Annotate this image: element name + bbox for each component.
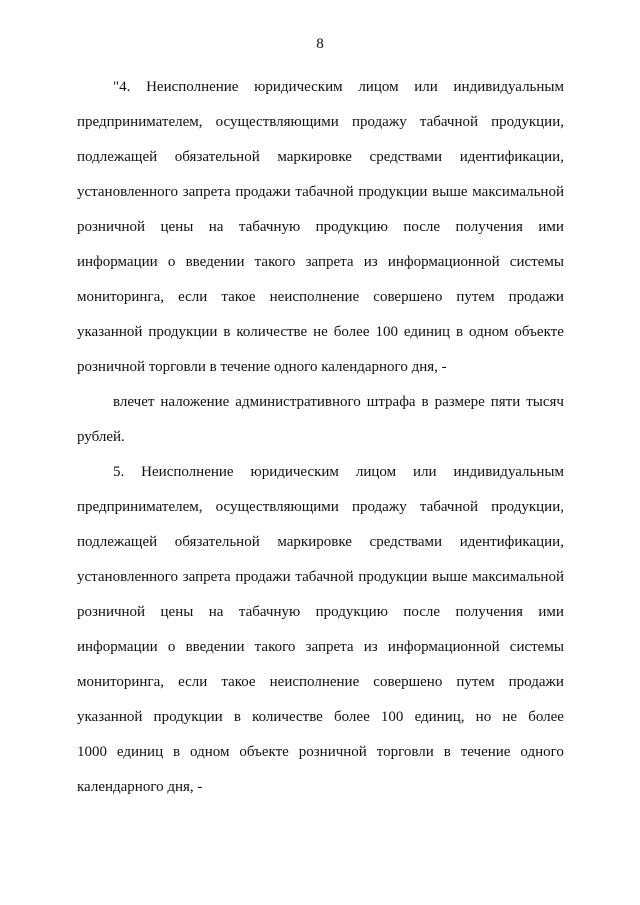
word: такое	[221, 674, 256, 690]
word: более	[334, 709, 370, 725]
text-line: рублей.	[77, 429, 125, 445]
word: установленного	[77, 569, 178, 585]
word: ими	[538, 219, 564, 235]
word: более	[333, 324, 370, 340]
word: единиц	[403, 324, 451, 340]
text-line	[77, 707, 564, 727]
text-line	[77, 112, 564, 132]
word: единиц,	[414, 709, 465, 725]
word: после	[403, 604, 441, 620]
word: не	[313, 324, 328, 340]
word: одном	[469, 324, 509, 340]
word: подлежащей	[77, 149, 158, 165]
word: продукции	[358, 569, 428, 585]
word: такого	[254, 639, 296, 655]
word: Неисполнение	[141, 464, 234, 480]
text-line: розничной торговли в течение одного календарного дня, -	[77, 359, 447, 375]
word: получения	[455, 604, 523, 620]
word: если	[178, 674, 208, 690]
word: тысяч	[526, 394, 564, 410]
word: предпринимателем,	[77, 499, 203, 515]
word: системы	[509, 639, 564, 655]
word: количестве	[236, 324, 308, 340]
word: указанной	[77, 709, 143, 725]
word: в	[233, 709, 241, 725]
text-line	[77, 147, 564, 167]
word: средствами	[369, 534, 443, 550]
text-line	[77, 567, 564, 587]
word: из	[363, 639, 378, 655]
word: единиц	[116, 744, 164, 760]
word: количестве	[252, 709, 323, 725]
word: введении	[185, 254, 245, 270]
word: юридическим	[250, 464, 339, 480]
word: штрафа	[366, 394, 416, 410]
text-line	[77, 497, 564, 517]
page-number: 8	[316, 36, 324, 52]
paragraph-5	[77, 462, 564, 797]
text-line	[77, 602, 564, 622]
word: на	[208, 604, 224, 620]
word: информационной	[387, 254, 500, 270]
word: мониторинга,	[77, 674, 165, 690]
word: Неисполнение	[146, 79, 239, 95]
word: такого	[254, 254, 296, 270]
text-line	[77, 182, 564, 202]
word: запрета	[305, 254, 354, 270]
word: обязательной	[174, 534, 260, 550]
word: продажи	[508, 289, 564, 305]
word: продажи	[235, 569, 291, 585]
word: указанной	[77, 324, 143, 340]
word: не	[502, 709, 518, 725]
word: маркировке	[277, 149, 352, 165]
word: индивидуальным	[453, 464, 564, 480]
text-line	[77, 462, 564, 482]
word: юридическим	[254, 79, 343, 95]
word: лицом	[355, 464, 397, 480]
penalty-4	[77, 392, 564, 447]
word: табачной	[295, 184, 354, 200]
word: из	[363, 254, 378, 270]
word: индивидуальным	[453, 79, 564, 95]
word: максимальной	[472, 184, 564, 200]
word: 100	[375, 324, 398, 340]
word: розничной	[77, 219, 146, 235]
word: одного	[520, 744, 564, 760]
word: продукцию	[315, 219, 388, 235]
word: в	[223, 324, 231, 340]
text-line	[77, 637, 564, 657]
word: неисполнение	[269, 289, 360, 305]
word: наложение	[160, 394, 230, 410]
word: предпринимателем,	[77, 114, 203, 130]
word: продукции	[358, 184, 428, 200]
word: в	[443, 744, 451, 760]
word: продукции,	[491, 499, 564, 515]
word: продажу	[351, 114, 407, 130]
word: табачной	[419, 114, 479, 130]
word: обязательной	[174, 149, 260, 165]
word: влечет	[113, 394, 155, 410]
word: запрета	[305, 639, 354, 655]
word: мониторинга,	[77, 289, 165, 305]
word: или	[414, 79, 438, 95]
word: продукцию	[315, 604, 388, 620]
word: на	[208, 219, 224, 235]
word: но	[475, 709, 492, 725]
word: установленного	[77, 184, 178, 200]
word: розничной	[77, 604, 146, 620]
word: продажи	[235, 184, 291, 200]
word: выше	[432, 184, 468, 200]
word: системы	[509, 254, 564, 270]
word: продукции,	[491, 114, 564, 130]
word: совершено	[373, 674, 443, 690]
word: объекте	[239, 744, 289, 760]
word: совершено	[373, 289, 443, 305]
word: продажи	[508, 674, 564, 690]
word: лицом	[358, 79, 399, 95]
word: информации	[77, 639, 158, 655]
word: такое	[221, 289, 256, 305]
word: административного	[235, 394, 361, 410]
text-line	[77, 742, 564, 762]
word: цены	[160, 604, 194, 620]
word: неисполнение	[269, 674, 360, 690]
word: в	[173, 744, 181, 760]
word: более	[528, 709, 564, 725]
word: маркировке	[277, 534, 352, 550]
word: запрета	[182, 184, 231, 200]
word: одном	[190, 744, 230, 760]
word: пяти	[490, 394, 521, 410]
text-line	[77, 532, 564, 552]
text-line	[77, 392, 564, 412]
word: информационной	[387, 639, 500, 655]
word: розничной	[298, 744, 367, 760]
text-line: календарного дня, -	[77, 779, 203, 795]
text-line	[77, 672, 564, 692]
word: осуществляющими	[215, 114, 339, 130]
word: или	[413, 464, 437, 480]
word: о	[167, 254, 176, 270]
word: введении	[185, 639, 245, 655]
word: цены	[160, 219, 194, 235]
word: 100	[380, 709, 404, 725]
word: идентификации,	[459, 149, 564, 165]
word: путем	[456, 289, 495, 305]
text-line	[77, 322, 564, 342]
word: информации	[77, 254, 158, 270]
text-line	[77, 287, 564, 307]
word: осуществляющими	[215, 499, 339, 515]
word: если	[178, 289, 208, 305]
word: ими	[538, 604, 564, 620]
word: после	[403, 219, 441, 235]
word: табачную	[238, 219, 301, 235]
word: средствами	[369, 149, 443, 165]
word: о	[167, 639, 176, 655]
word: течение	[460, 744, 511, 760]
word: продукции	[148, 324, 218, 340]
word: объекте	[514, 324, 564, 340]
word: подлежащей	[77, 534, 158, 550]
text-line	[77, 217, 564, 237]
word: получения	[455, 219, 523, 235]
word: "4.	[113, 79, 131, 95]
text-line	[77, 77, 564, 97]
word: продажу	[351, 499, 407, 515]
word: торговли	[376, 744, 434, 760]
word: размере	[434, 394, 485, 410]
word: табачной	[419, 499, 479, 515]
word: табачной	[295, 569, 354, 585]
word: в	[421, 394, 429, 410]
word: выше	[432, 569, 468, 585]
word: запрета	[182, 569, 231, 585]
word: идентификации,	[459, 534, 564, 550]
paragraph-4	[77, 77, 564, 377]
word: путем	[456, 674, 495, 690]
word: продукции	[153, 709, 223, 725]
word: максимальной	[472, 569, 564, 585]
word: в	[456, 324, 464, 340]
word: табачную	[238, 604, 301, 620]
word: 1000	[77, 744, 107, 760]
word: 5.	[113, 464, 125, 480]
text-line	[77, 252, 564, 272]
